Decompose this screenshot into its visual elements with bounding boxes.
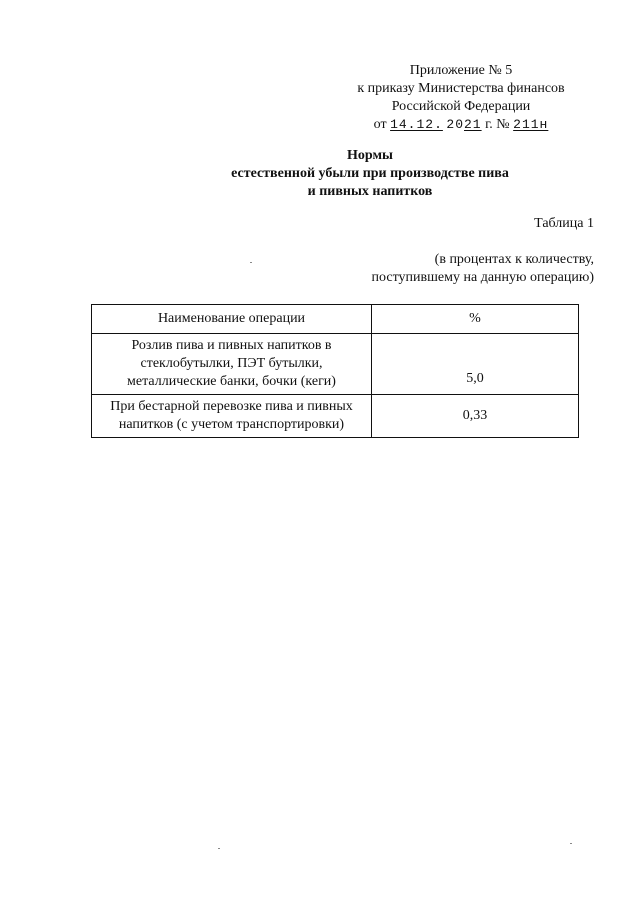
percent-value: 0,33 <box>372 395 579 438</box>
units-note <box>334 251 594 287</box>
appendix-number: Приложение № 5 <box>409 63 513 78</box>
table-row <box>92 334 579 395</box>
operation-name-line: стеклобутылки, ПЭТ бутылки, <box>140 356 323 371</box>
header-percent: % <box>372 305 579 334</box>
units-line-1: (в процентах к количеству, <box>434 252 594 267</box>
scan-speck <box>250 262 252 263</box>
table-header-row <box>92 305 579 334</box>
order-year-prefix: 20 <box>446 117 464 132</box>
order-reference: к приказу Министерства финансов <box>357 81 565 96</box>
header-operation: Наименование операции <box>92 305 372 334</box>
order-number: 211н <box>513 117 549 132</box>
number-label: № <box>496 117 510 132</box>
operation-name <box>92 334 372 395</box>
operation-name-line: металлические банки, бочки (кеги) <box>127 374 336 389</box>
scan-speck <box>218 848 220 849</box>
table-row <box>92 395 579 438</box>
percent-value: 5,0 <box>372 334 579 395</box>
ministry-country: Российской Федерации <box>391 99 531 114</box>
units-line-2: поступившему на данную операцию) <box>371 270 594 285</box>
from-label: от <box>373 117 387 132</box>
operation-name <box>92 395 372 438</box>
operation-name-line: При бестарной перевозке пива и пивных <box>110 399 353 414</box>
year-word: г. <box>485 117 493 132</box>
appendix-header <box>330 62 592 134</box>
title-line-3: и пивных напитков <box>307 184 433 199</box>
title-line-1: Нормы <box>347 148 393 163</box>
norms-table <box>91 304 579 438</box>
table-label: Таблица 1 <box>534 216 594 231</box>
document-title <box>130 147 610 201</box>
title-line-2: естественной убыли при производстве пива <box>231 166 509 181</box>
order-date: 14.12. <box>390 117 443 132</box>
operation-name-line: напитков (с учетом транспортировки) <box>118 417 345 432</box>
order-year-suffix: 21 <box>464 117 482 132</box>
order-date-line <box>330 116 592 134</box>
operation-name-line: Розлив пива и пивных напитков в <box>131 338 332 353</box>
scan-speck <box>570 843 572 844</box>
